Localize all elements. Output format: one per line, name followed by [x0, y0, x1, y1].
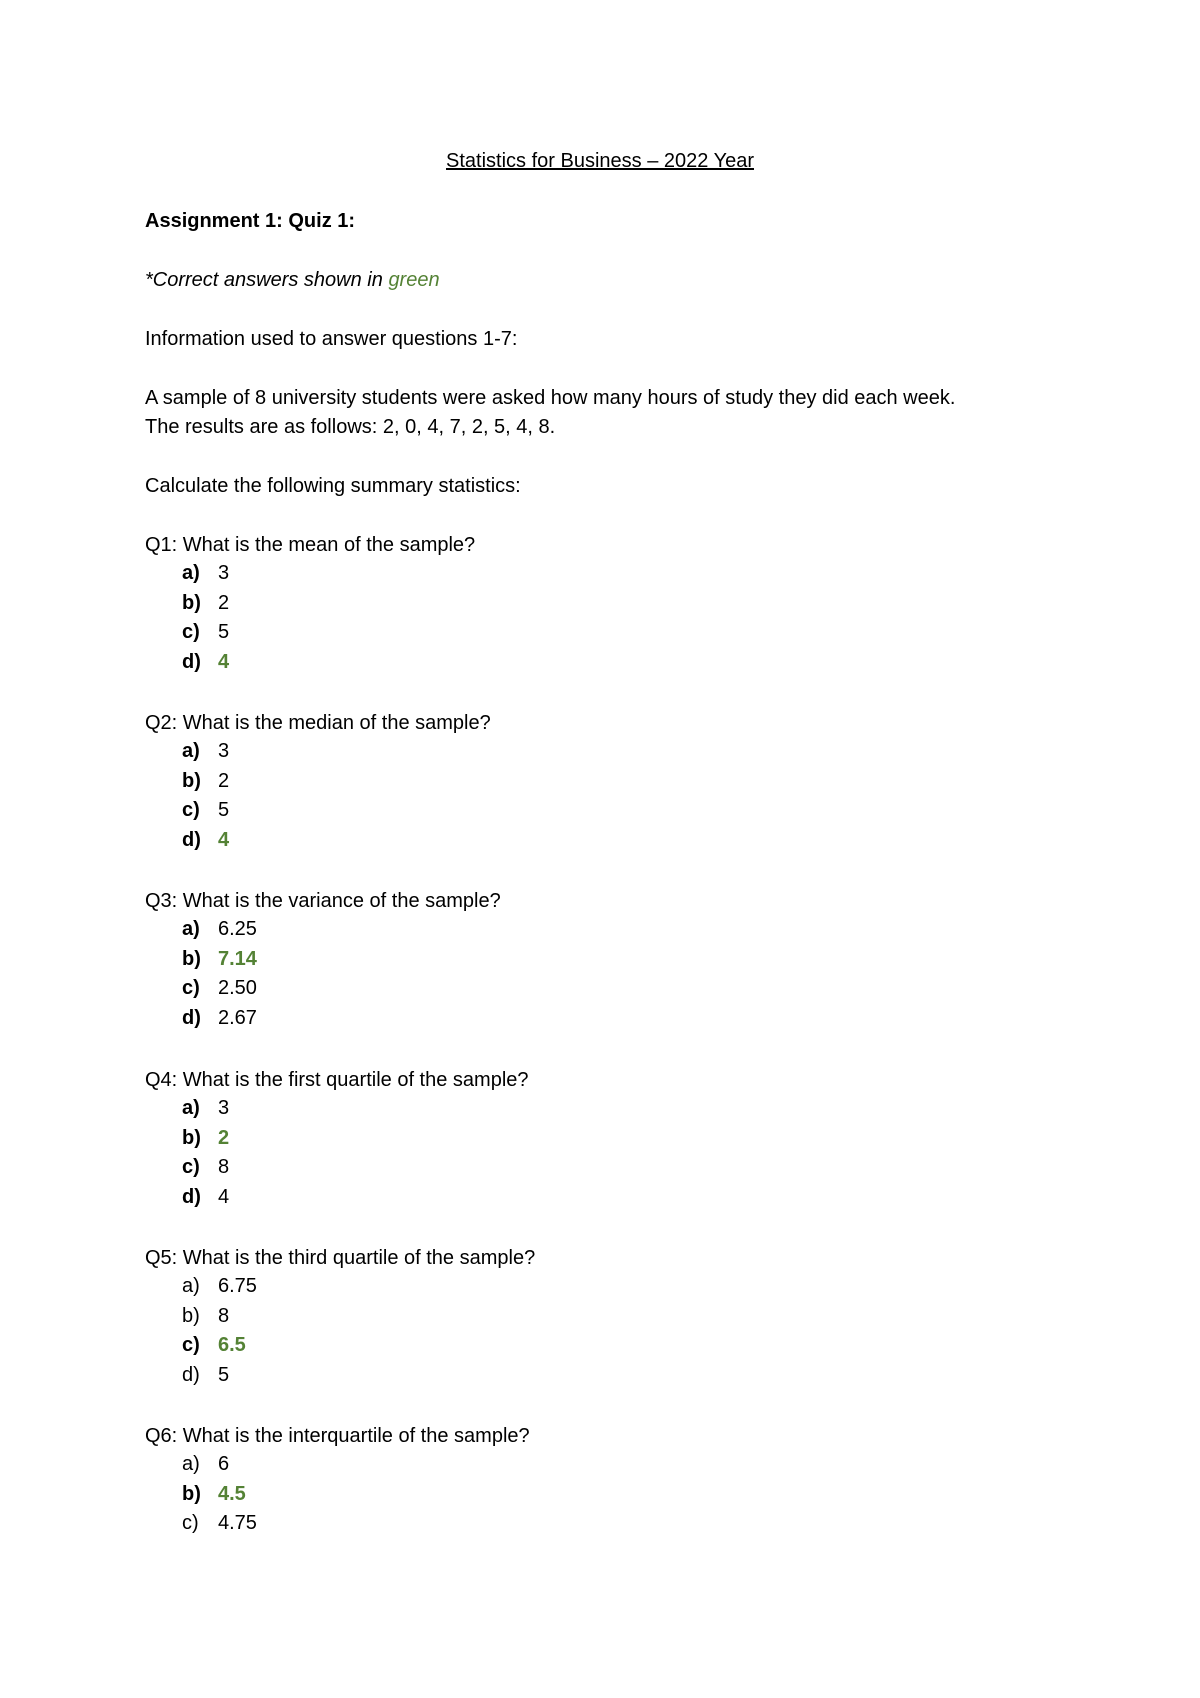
option-b[interactable]	[145, 1124, 529, 1154]
note-green-word: green	[388, 269, 440, 291]
option-value: 2.50	[218, 977, 257, 1000]
option-d[interactable]	[145, 1361, 535, 1391]
option-b[interactable]	[145, 1480, 530, 1510]
question-2	[145, 709, 491, 855]
option-b[interactable]	[145, 945, 501, 975]
note-prefix: *Correct answers shown in	[145, 269, 389, 291]
option-d[interactable]	[145, 826, 491, 856]
option-value-correct: 2	[218, 1126, 230, 1149]
option-letter: b)	[182, 1126, 201, 1149]
option-a[interactable]	[145, 559, 475, 589]
option-value-correct: 6.5	[218, 1334, 246, 1357]
option-letter: c)	[182, 1334, 200, 1357]
option-value: 2	[218, 769, 230, 792]
option-letter: c)	[182, 799, 200, 822]
option-c[interactable]	[145, 1153, 529, 1183]
option-letter: b)	[182, 947, 201, 970]
option-d[interactable]	[145, 1183, 529, 1213]
info-line-2: The results are as follows: 2, 0, 4, 7, 2, 5, 4, 8.	[145, 416, 556, 438]
option-b[interactable]	[145, 767, 491, 797]
option-letter: c)	[182, 1512, 199, 1535]
option-list	[145, 1094, 529, 1212]
option-letter: d)	[182, 1363, 200, 1386]
question-4	[145, 1066, 529, 1212]
option-c[interactable]	[145, 974, 501, 1004]
question-6	[145, 1422, 530, 1539]
option-list	[145, 559, 475, 677]
option-letter: b)	[182, 769, 201, 792]
option-letter: c)	[182, 621, 200, 644]
question-text: Q1: What is the mean of the sample?	[145, 534, 476, 556]
option-letter: a)	[182, 1275, 200, 1297]
option-letter: a)	[182, 562, 200, 584]
option-letter: d)	[182, 1185, 201, 1208]
option-letter: b)	[182, 1482, 201, 1505]
option-letter: d)	[182, 650, 201, 673]
option-a[interactable]	[145, 737, 491, 767]
question-1	[145, 531, 475, 677]
option-letter: d)	[182, 828, 201, 851]
option-c[interactable]	[145, 1509, 530, 1539]
option-letter: a)	[182, 918, 200, 940]
info-line-1: A sample of 8 university students were asked how many hours of study they did each week.	[145, 387, 956, 409]
option-value: 5	[218, 1363, 230, 1386]
option-b[interactable]	[145, 589, 475, 619]
option-d[interactable]	[145, 1004, 501, 1034]
option-a[interactable]	[145, 915, 501, 945]
option-value-correct: 7.14	[218, 947, 257, 970]
question-text: Q5: What is the third quartile of the sample?	[145, 1247, 536, 1269]
option-value: 2	[218, 591, 230, 614]
option-b[interactable]	[145, 1302, 535, 1332]
question-text: Q2: What is the median of the sample?	[145, 712, 491, 734]
option-value: 4	[218, 1185, 230, 1208]
option-list	[145, 737, 491, 855]
option-value: 3	[218, 1097, 230, 1119]
question-text: Q3: What is the variance of the sample?	[145, 890, 501, 912]
answer-key-note	[145, 266, 440, 294]
question-3	[145, 887, 501, 1033]
option-value: 5	[218, 799, 230, 822]
instruction-text: Calculate the following summary statistics:	[145, 475, 521, 497]
option-value-correct: 4.5	[218, 1482, 246, 1505]
option-letter: c)	[182, 977, 200, 1000]
option-value: 6.25	[218, 918, 257, 940]
option-letter: c)	[182, 1156, 200, 1179]
option-value-correct: 4	[218, 650, 230, 673]
option-value: 4.75	[218, 1512, 257, 1535]
question-text: Q6: What is the interquartile of the sample?	[145, 1425, 530, 1447]
option-letter: a)	[182, 1453, 200, 1475]
option-c[interactable]	[145, 796, 491, 826]
option-value-correct: 4	[218, 828, 230, 851]
assignment-heading: Assignment 1: Quiz 1:	[145, 210, 356, 232]
document-title: Statistics for Business – 2022 Year	[446, 150, 754, 172]
option-value: 8	[218, 1304, 230, 1327]
option-letter: a)	[182, 740, 200, 762]
option-value: 3	[218, 562, 230, 584]
option-a[interactable]	[145, 1272, 535, 1302]
option-list	[145, 915, 501, 1033]
option-a[interactable]	[145, 1450, 530, 1480]
info-heading: Information used to answer questions 1-7:	[145, 328, 518, 350]
option-list	[145, 1450, 530, 1539]
option-value: 2.67	[218, 1006, 257, 1029]
option-letter: d)	[182, 1006, 201, 1029]
option-value: 5	[218, 621, 230, 644]
option-value: 8	[218, 1156, 230, 1179]
option-c[interactable]	[145, 1331, 535, 1361]
option-value: 3	[218, 740, 230, 762]
option-a[interactable]	[145, 1094, 529, 1124]
option-value: 6.75	[218, 1275, 257, 1297]
question-5	[145, 1244, 535, 1390]
option-letter: b)	[182, 1304, 200, 1327]
option-letter: a)	[182, 1097, 200, 1119]
option-letter: b)	[182, 591, 201, 614]
question-text: Q4: What is the first quartile of the sample?	[145, 1069, 529, 1091]
option-c[interactable]	[145, 618, 475, 648]
option-list	[145, 1272, 535, 1390]
option-value: 6	[218, 1453, 230, 1475]
option-d[interactable]	[145, 648, 475, 678]
